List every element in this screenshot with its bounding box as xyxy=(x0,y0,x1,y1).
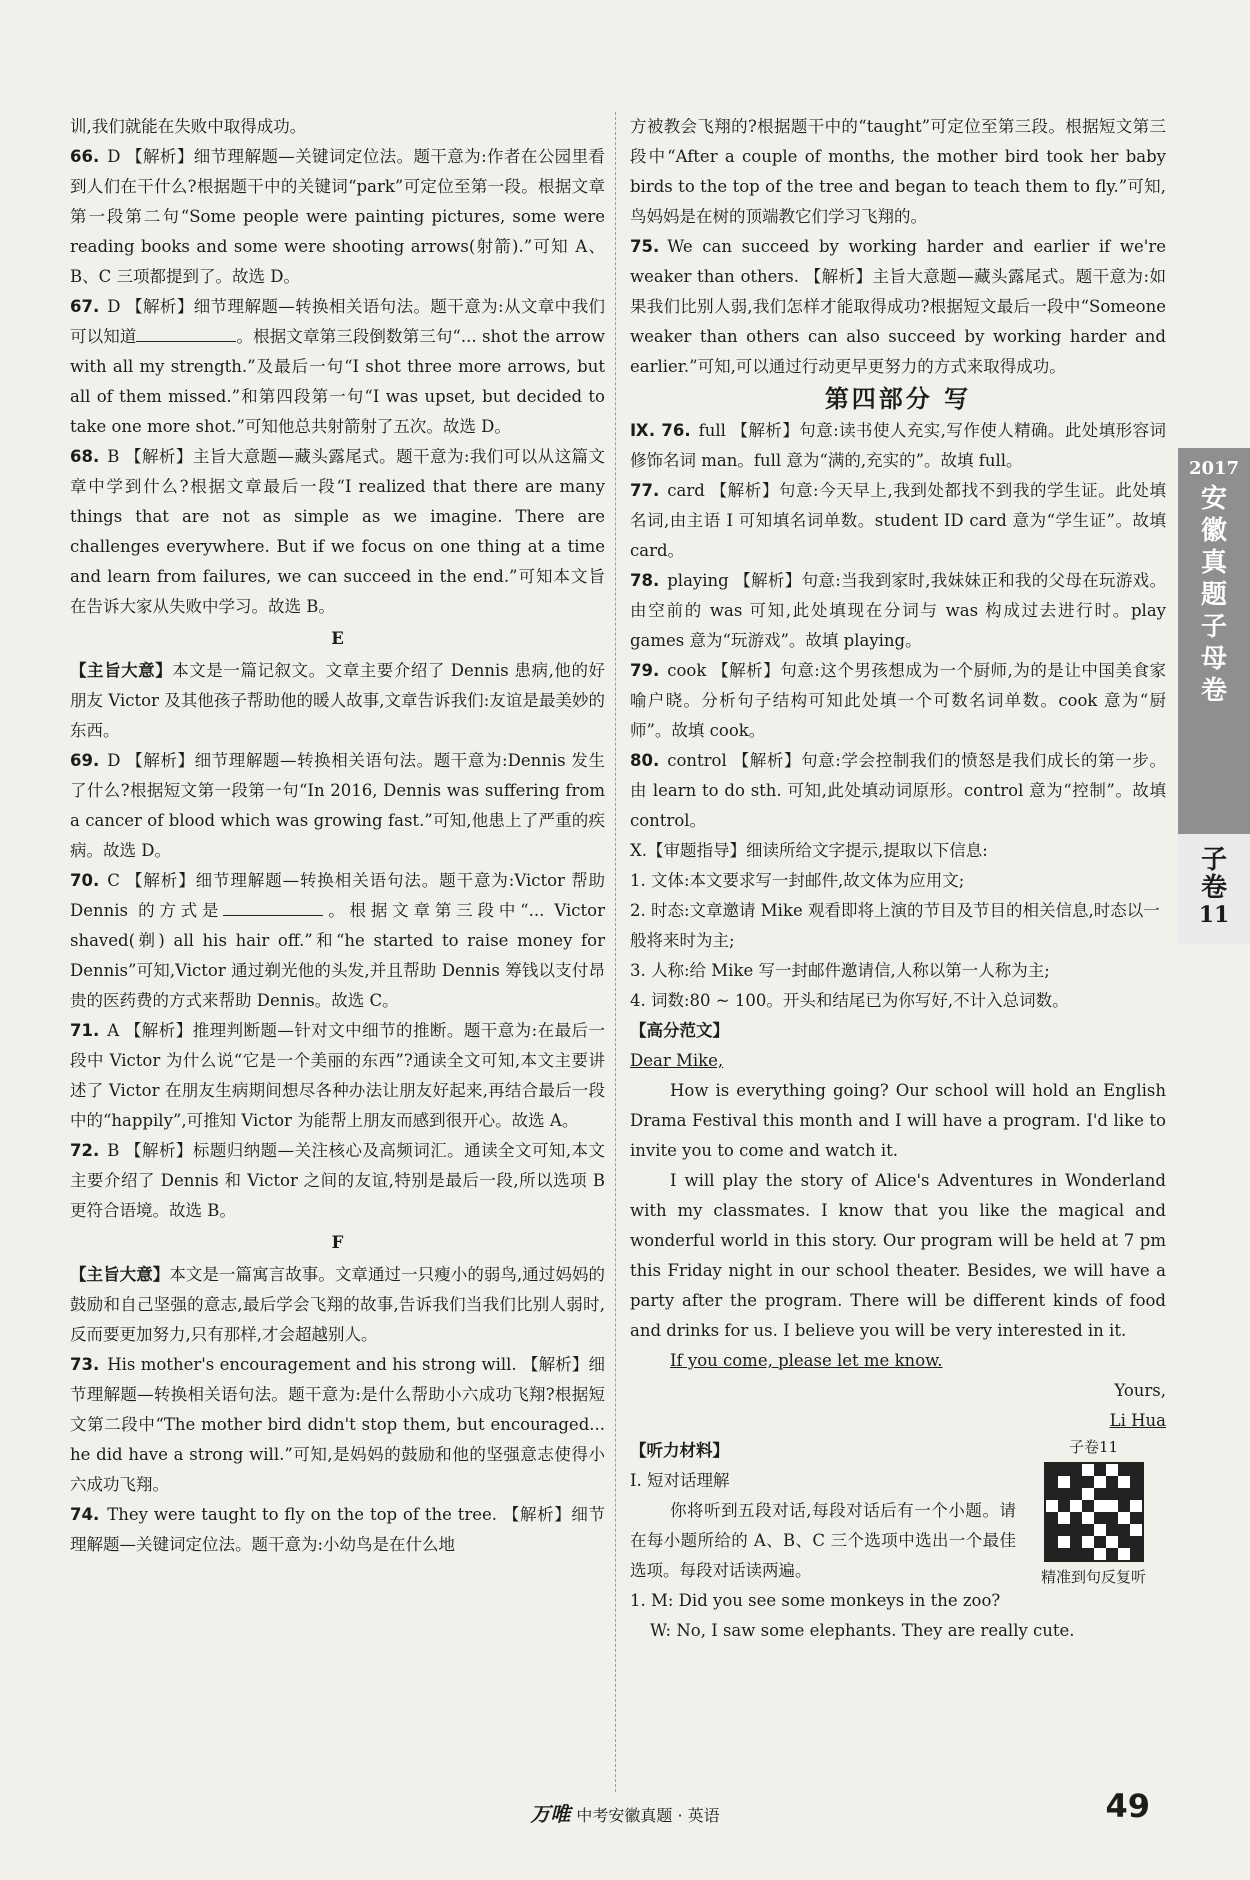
footer-brand-logo: 万唯 xyxy=(530,1802,571,1826)
volume-tab-number: 11 xyxy=(1198,902,1230,928)
answer-text: 。根据文章第三段中“... Victor shaved(剃) all his hair off.”和“he started to raise money for Dennis”可知,Victor 通过剃光他的头发,并且帮助 Dennis 筹钱以支付昂贵的医药费的方式来帮助 Dennis。故选 C。 xyxy=(70,901,605,1010)
question-number: 79. xyxy=(630,661,660,680)
essay-closing: Yours, xyxy=(1114,1381,1166,1400)
footer-text: 中考安徽真题 · 英语 xyxy=(576,1806,720,1825)
question-79 xyxy=(630,656,1166,746)
blank-line xyxy=(223,897,323,916)
question-number: 68. xyxy=(70,447,100,466)
summary-tag: 【主旨大意】 xyxy=(70,661,173,680)
answer-text: full 【解析】句意:读书使人充实,写作使人精确。此处填形容词修饰名词 man。full 意为“满的,充实的”。故填 full。 xyxy=(630,421,1166,470)
sidebar-title: 安徽真题子母卷 xyxy=(1200,484,1227,706)
section-letter-f: F xyxy=(331,1233,344,1252)
question-number: 67. xyxy=(70,297,100,316)
answer-text: D 【解析】细节理解题—关键词定位法。题干意为:作者在公园里看到人们在干什么?根据题干中的关键词“park”可定位至第一段。根据文章第一段第二句“Some people were painting pictures, some were reading books and some were shooting arrows(射箭).”可知 A、B、C 三项都提到了。故选 D。 xyxy=(70,147,605,286)
question-67 xyxy=(70,292,605,442)
question-number: 75. xyxy=(630,237,660,256)
question-75 xyxy=(630,232,1166,382)
question-71 xyxy=(70,1016,605,1136)
volume-tab xyxy=(1178,834,1250,944)
answer-text: B 【解析】标题归纳题—关注核心及高频词汇。通读全文可知,本文主要介绍了 Dennis 和 Victor 之间的友谊,特别是最后一段,所以选项 B 更符合语境。故选 B。 xyxy=(70,1141,605,1220)
qr-code-icon[interactable] xyxy=(1044,1462,1144,1562)
part-four-title: 第四部分 写 xyxy=(824,385,972,413)
question-number: 74. xyxy=(70,1505,100,1524)
dialog-1-man: 1. M: Did you see some monkeys in the zoo? xyxy=(630,1591,1001,1610)
summary-text: 本文是一篇记叙文。文章主要介绍了 Dennis 患病,他的好朋友 Victor 及其他孩子帮助他的暖人故事,文章告诉我们:友谊是最美妙的东西。 xyxy=(70,661,605,740)
summary-tag: 【主旨大意】 xyxy=(70,1265,170,1284)
answer-text: His mother's encouragement and his strong will. 【解析】细节理解题—转换相关语句法。题干意为:是什么帮助小六成功飞翔?根据短文第二段中“The mother bird didn't stop them, but encouraged... he did have a strong will.”可知,是妈妈的鼓励和他的坚强意志使得小六成功飞翔。 xyxy=(70,1355,605,1494)
question-number: 77. xyxy=(630,481,660,500)
dialog-1-woman: W: No, I saw some elephants. They are really cute. xyxy=(650,1621,1075,1640)
question-number: 73. xyxy=(70,1355,100,1374)
column-divider xyxy=(615,112,616,1792)
listening-instructions: 你将听到五段对话,每段对话后有一个小题。请在每小题所给的 A、B、C 三个选项中选出一个最佳选项。每段对话读两遍。 xyxy=(630,1501,1016,1580)
question-73 xyxy=(70,1350,605,1500)
answer-text: B 【解析】主旨大意题—藏头露尾式。题干意为:我们可以从这篇文章中学到什么?根据文章最后一段“I realized that there are many things that are not as simple as we imagine. There are challenges everywhere. But if we focus on one thing at a time and learn from failures, we can succeed in the end.”可知本文旨在告诉大家从失败中学习。故选 B。 xyxy=(70,447,605,616)
listening-tag: 【听力材料】 xyxy=(630,1441,729,1460)
answer-text: control 【解析】句意:学会控制我们的愤怒是我们成长的第一步。由 learn to do sth. 可知,此处填动词原形。control 意为“控制”。故填 control。 xyxy=(630,751,1166,830)
section-letter-e: E xyxy=(331,629,344,648)
question-number: 71. xyxy=(70,1021,100,1040)
question-78 xyxy=(630,566,1166,656)
question-80 xyxy=(630,746,1166,836)
question-number: 69. xyxy=(70,751,100,770)
volume-tab-label: 子卷 xyxy=(1200,845,1227,903)
answer-text: D 【解析】细节理解题—转换相关语句法。题干意为:从文章中我们可以知道 xyxy=(70,297,605,346)
volume-sidebar xyxy=(1178,448,1250,834)
summary-f xyxy=(70,1260,605,1350)
question-69 xyxy=(70,746,605,866)
page-footer xyxy=(0,1798,1250,1827)
listening-section xyxy=(630,1436,1166,1646)
model-essay-tag: 【高分范文】 xyxy=(630,1021,729,1040)
answer-text: We can succeed by working harder and earlier if we're weaker than others. 【解析】主旨大意题—藏头露尾式。题干意为:如果我们比别人弱,我们怎样才能取得成功?根据短文最后一段中“Someone weaker than others can also succeed by working harder and earlier.”可知,可以通过行动更早更努力的方式来取得成功。 xyxy=(630,237,1166,376)
question-number: 70. xyxy=(70,871,100,890)
summary-e xyxy=(70,656,605,746)
qr-code-box[interactable] xyxy=(1021,1436,1166,1588)
question-66 xyxy=(70,142,605,292)
question-77 xyxy=(630,476,1166,566)
question-68 xyxy=(70,442,605,622)
answer-text: card 【解析】句意:今天早上,我到处都找不到我的学生证。此处填名词,由主语 I 可知填名词单数。student ID card 意为“学生证”。故填 card。 xyxy=(630,481,1166,560)
answer-text: C 【解析】细节理解题—转换相关语句法。题干意为:Victor 帮助 Dennis 的方式是 xyxy=(70,871,605,920)
essay-paragraph-2: I will play the story of Alice's Adventures in Wonderland with my classmates. I know that you like the magical and wonderful world in this story. Our program will be held at 7 pm this Friday night in our school theater. Besides, we will have a party after the program. There will be different kinds of food and drinks for us. I believe you will be very interested in it. xyxy=(630,1171,1166,1340)
guide-item: 2. 时态:文章邀请 Mike 观看即将上演的节目及节目的相关信息,时态以一般将来时为主; xyxy=(630,901,1160,950)
question-number: 80. xyxy=(630,751,660,770)
page-number: 49 xyxy=(1105,1787,1150,1825)
answer-text: D 【解析】细节理解题—转换相关语句法。题干意为:Dennis 发生了什么?根据短文第一段第一句“In 2016, Dennis was suffering from a cancer of blood which was growing fast.”可知,他患上了严重的疾病。故选 D。 xyxy=(70,751,605,860)
model-essay xyxy=(630,1046,1166,1436)
answer-text: cook 【解析】句意:这个男孩想成为一个厨师,为的是让中国美食家喻户晓。分析句子结构可知此处填一个可数名词单数。cook 意为“厨师”。故填 cook。 xyxy=(630,661,1166,740)
sidebar-year: 2017 xyxy=(1188,458,1240,479)
left-column xyxy=(70,112,605,1560)
writing-guide-intro: Ⅹ.【审题指导】细读所给文字提示,提取以下信息: xyxy=(630,841,988,860)
intro-line: 训,我们就能在失败中取得成功。 xyxy=(70,117,307,136)
guide-item: 3. 人称:给 Mike 写一封邮件邀请信,人称以第一人称为主; xyxy=(630,961,1050,980)
essay-paragraph-3: If you come, please let me know. xyxy=(670,1351,943,1370)
question-number: 66. xyxy=(70,147,100,166)
question-number: 78. xyxy=(630,571,660,590)
right-column xyxy=(630,112,1166,1646)
question-70 xyxy=(70,866,605,1016)
blank-line xyxy=(136,323,236,342)
question-72 xyxy=(70,1136,605,1226)
answer-text: They were taught to fly on the top of the tree. 【解析】细节理解题—关键词定位法。题干意为:小幼鸟是在什么地 xyxy=(70,1505,605,1554)
essay-signature: Li Hua xyxy=(1109,1411,1166,1430)
answer-text: A 【解析】推理判断题—针对文中细节的推断。题干意为:在最后一段中 Victor 为什么说“它是一个美丽的东西”?通读全文可知,本文主要讲述了 Victor 在朋友生病期间想尽各种办法让朋友好起来,再结合最后一段中的“happily”,可推知 Victor 为能帮上朋友而感到很开心。故选 A。 xyxy=(70,1021,605,1130)
answer-text: 。根据文章第三段倒数第三句“... shot the arrow with all my strength.”及最后一句“I shot three more arrows, but all of them missed.”和第四段第一句“I was upset, but decided to take one more shot.”可知他总共射箭射了五次。故选 D。 xyxy=(70,327,606,436)
question-number: Ⅸ. 76. xyxy=(630,421,691,440)
answer-text: playing 【解析】句意:当我到家时,我妹妹正和我的父母在玩游戏。由空前的 was 可知,此处填现在分词与 was 构成过去进行时。play games 意为“玩游戏”。故填 playing。 xyxy=(630,571,1166,650)
guide-item: 1. 文体:本文要求写一封邮件,故文体为应用文; xyxy=(630,871,965,890)
question-74 xyxy=(70,1500,605,1560)
question-74-continued: 方被教会飞翔的?根据题干中的“taught”可定位至第三段。根据短文第三段中“After a couple of months, the mother bird took her baby birds to the top of the tree and began to teach them to fly.”可知,鸟妈妈是在树的顶端教它们学习飞翔的。 xyxy=(630,117,1166,226)
guide-item: 4. 词数:80 ~ 100。开头和结尾已为你写好,不计入总词数。 xyxy=(630,991,1069,1010)
qr-caption-top: 子卷11 xyxy=(1068,1438,1119,1456)
listening-part-title: Ⅰ. 短对话理解 xyxy=(630,1471,730,1490)
question-76 xyxy=(630,416,1166,476)
essay-paragraph-1: How is everything going? Our school will hold an English Drama Festival this month and I will have a program. I'd like to invite you to come and watch it. xyxy=(630,1081,1166,1160)
qr-caption-bottom: 精准到句反复听 xyxy=(1040,1568,1146,1586)
question-number: 72. xyxy=(70,1141,100,1160)
summary-text: 本文是一篇寓言故事。文章通过一只瘦小的弱鸟,通过妈妈的鼓励和自己坚强的意志,最后学会飞翔的故事,告诉我们当我们比别人弱时,反而要更加努力,只有那样,才会超越别人。 xyxy=(70,1265,605,1344)
essay-greeting: Dear Mike, xyxy=(630,1051,724,1070)
